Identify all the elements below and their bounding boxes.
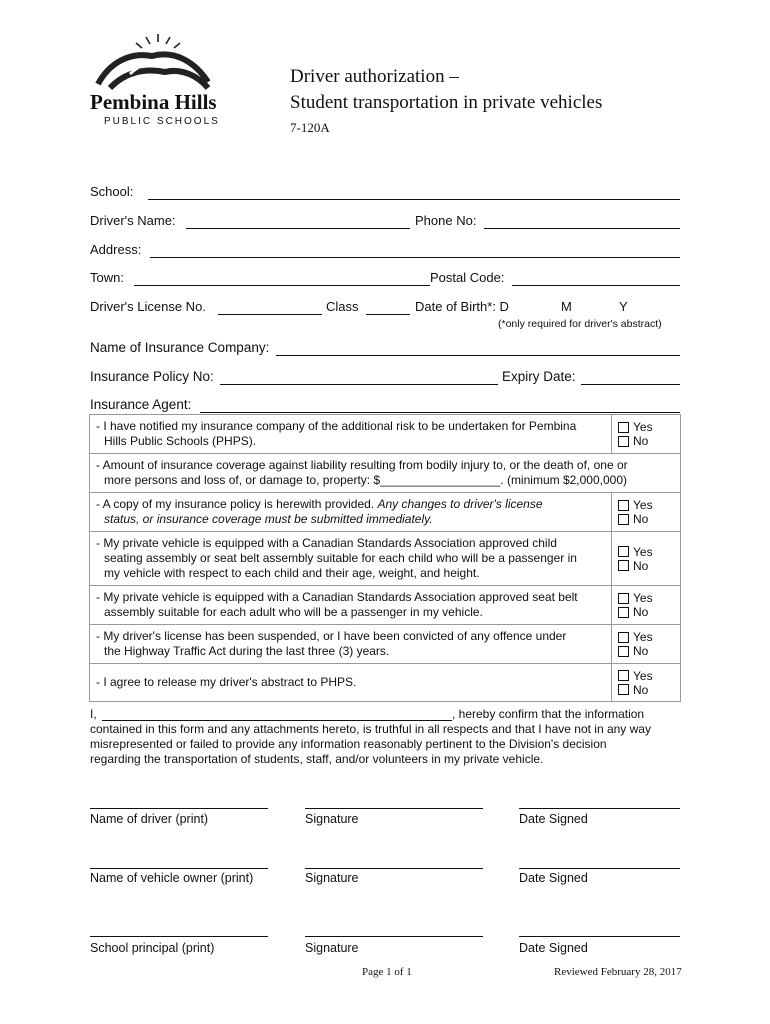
driver-name-label: Driver's Name:: [90, 213, 176, 228]
insurance-checklist: [89, 414, 681, 702]
school-field[interactable]: [148, 199, 680, 200]
principal-name-caption: School principal (print): [90, 941, 215, 955]
owner-name-line[interactable]: [90, 868, 268, 869]
checklist-text: my vehicle with respect to each child and their age, weight, and height.: [104, 566, 480, 580]
checklist-text: - I agree to release my driver's abstract to PHPS.: [96, 675, 357, 689]
yes-checkbox[interactable]: [618, 500, 629, 511]
dob-month-label: M: [561, 299, 572, 314]
signature-caption: Signature: [305, 812, 359, 826]
yes-checkbox[interactable]: [618, 422, 629, 433]
checklist-text: Hills Public Schools (PHPS).: [104, 434, 257, 448]
postal-code-field[interactable]: [512, 285, 680, 286]
logo-hills-icon: [90, 32, 220, 94]
checklist-text: - A copy of my insurance policy is herewith provided.: [96, 497, 378, 511]
insurance-agent-label: Insurance Agent:: [90, 397, 192, 412]
checklist-text: - My private vehicle is equipped with a Canadian Standards Association approved child: [96, 536, 557, 550]
class-field[interactable]: [366, 314, 410, 315]
form-title-line1: Driver authorization –: [290, 66, 459, 87]
driver-name-field[interactable]: [186, 228, 410, 229]
license-field[interactable]: [218, 314, 322, 315]
town-field[interactable]: [134, 285, 430, 286]
dob-note: (*only required for driver's abstract): [498, 318, 662, 330]
declaration-text: , hereby confirm that the information: [452, 707, 645, 721]
expiry-date-label: Expiry Date:: [502, 369, 576, 384]
school-label: School:: [90, 184, 134, 199]
policy-no-label: Insurance Policy No:: [90, 369, 214, 384]
yes-checkbox[interactable]: [618, 632, 629, 643]
no-checkbox[interactable]: [618, 646, 629, 657]
declaration-text: regarding the transportation of students, staff, and/or volunteers in my private vehicle.: [90, 752, 544, 766]
owner-name-caption: Name of vehicle owner (print): [90, 871, 254, 885]
date-signed-caption: Date Signed: [519, 941, 588, 955]
checklist-text: - My private vehicle is equipped with a Canadian Standards Association approved seat belt: [96, 590, 578, 604]
policy-no-field[interactable]: [220, 384, 498, 385]
page-number: Page 1 of 1: [362, 966, 412, 978]
checklist-row: - My private vehicle is equipped with a Canadian Standards Association approved child seating assembly or seat belt assembly suitable for each child who will be a passenger in my vehicle with respect to each child and their age, weight, and height. Yes No: [90, 532, 681, 586]
checklist-text: assembly suitable for each adult who will be a passenger in my vehicle.: [104, 605, 483, 619]
driver-name-line[interactable]: [90, 808, 268, 809]
declaration-start: I,: [90, 707, 97, 721]
expiry-date-field[interactable]: [581, 384, 680, 385]
checklist-row: [90, 454, 681, 493]
address-label: Address:: [90, 242, 142, 257]
checklist-text: seating assembly or seat belt assembly suitable for each child who will be a passenger in: [104, 551, 577, 565]
checklist-row: - A copy of my insurance policy is herewith provided. Any changes to driver's license status, or insurance coverage must be submitted immediately. Yes No: [90, 493, 681, 532]
checklist-row: - My private vehicle is equipped with a Canadian Standards Association approved seat belt assembly suitable for each adult who will be a passenger in my vehicle. Yes No: [90, 586, 681, 625]
declaration-text: misrepresented or failed to provide any information reasonably pertinent to the Division's decision: [90, 737, 607, 751]
dob-label: Date of Birth*: D: [415, 299, 509, 314]
no-checkbox[interactable]: [618, 560, 629, 571]
license-label: Driver's License No.: [90, 299, 206, 314]
checklist-row: - I have notified my insurance company of the additional risk to be undertaken for Pembina Hills Public Schools (PHPS). Yes No: [90, 415, 681, 454]
no-checkbox[interactable]: [618, 684, 629, 695]
principal-name-line[interactable]: [90, 936, 268, 937]
checklist-row: - I agree to release my driver's abstract to PHPS. Yes No: [90, 664, 681, 702]
no-checkbox[interactable]: [618, 607, 629, 618]
insurance-company-field[interactable]: [276, 355, 680, 356]
postal-code-label: Postal Code:: [430, 270, 505, 285]
logo: [90, 32, 220, 132]
driver-date-line[interactable]: [519, 808, 680, 809]
owner-signature-line[interactable]: [305, 868, 483, 869]
declaration: [90, 707, 690, 767]
principal-date-line[interactable]: [519, 936, 680, 937]
phone-label: Phone No:: [415, 213, 477, 228]
yes-checkbox[interactable]: [618, 670, 629, 681]
org-subtitle: PUBLIC SCHOOLS: [104, 116, 220, 127]
checklist-text: the Highway Traffic Act during the last three (3) years.: [104, 644, 390, 658]
no-checkbox[interactable]: [618, 514, 629, 525]
driver-signature-line[interactable]: [305, 808, 483, 809]
phone-field[interactable]: [484, 228, 680, 229]
yes-checkbox[interactable]: [618, 546, 629, 557]
checklist-text: - I have notified my insurance company of the additional risk to be undertaken for Pembina: [96, 419, 577, 433]
no-checkbox[interactable]: [618, 436, 629, 447]
date-signed-caption: Date Signed: [519, 871, 588, 885]
declarant-name-field[interactable]: [102, 720, 452, 721]
date-signed-caption: Date Signed: [519, 812, 588, 826]
signature-caption: Signature: [305, 871, 359, 885]
checklist-text-italic: Any changes to driver's license: [377, 497, 543, 511]
org-name: Pembina Hills: [90, 90, 217, 114]
class-label: Class: [326, 299, 359, 314]
insurance-agent-field[interactable]: [200, 412, 680, 413]
declaration-text: contained in this form and any attachments hereto, is truthful in all respects and that I have not in any way: [90, 722, 651, 736]
address-field[interactable]: [150, 257, 680, 258]
checklist-text: - My driver's license has been suspended, or I have been convicted of any offence under: [96, 629, 567, 643]
owner-date-line[interactable]: [519, 868, 680, 869]
principal-signature-line[interactable]: [305, 936, 483, 937]
form-code: 7-120A: [290, 120, 330, 135]
checklist-text: - Amount of insurance coverage against liability resulting from bodily injury to, or the death of, one or: [96, 458, 628, 472]
reviewed-date: Reviewed February 28, 2017: [554, 966, 682, 978]
dob-year-label: Y: [619, 299, 628, 314]
yes-checkbox[interactable]: [618, 593, 629, 604]
checklist-text-italic: status, or insurance coverage must be submitted immediately.: [104, 512, 433, 526]
insurance-company-label: Name of Insurance Company:: [90, 340, 270, 355]
checklist-text: more persons and loss of, or damage to, property: $__________________. (minimum $2,000,000): [104, 473, 627, 487]
driver-name-caption: Name of driver (print): [90, 812, 209, 826]
signature-caption: Signature: [305, 941, 359, 955]
checklist-row: - My driver's license has been suspended, or I have been convicted of any offence under the Highway Traffic Act during the last three (3) years. Yes No: [90, 625, 681, 664]
form-title-line2: Student transportation in private vehicles: [290, 92, 603, 113]
town-label: Town:: [90, 270, 124, 285]
